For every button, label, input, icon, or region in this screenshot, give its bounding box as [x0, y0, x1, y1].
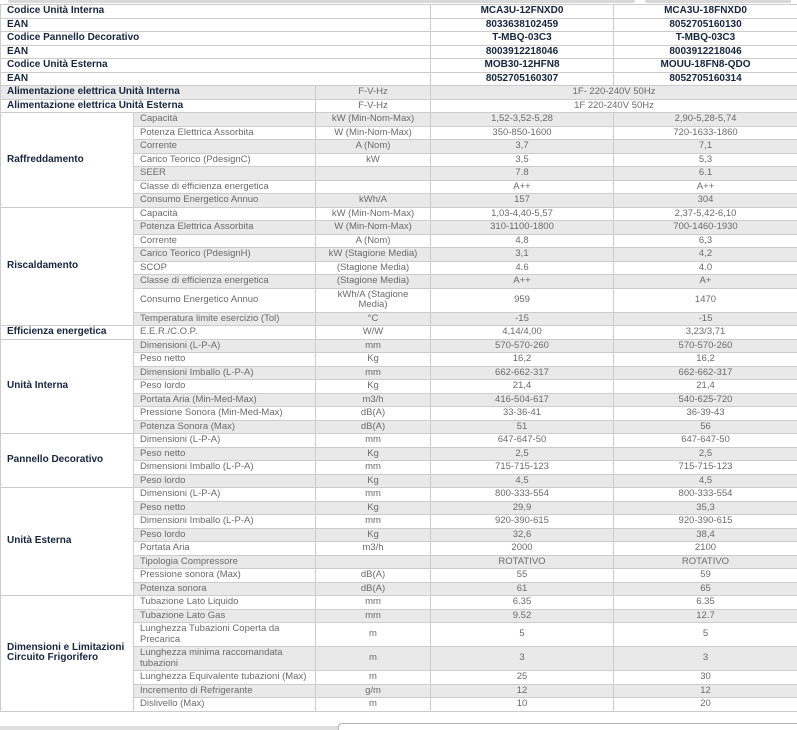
product-spec-table	[0, 4, 797, 712]
value-cell: 16,2	[614, 353, 797, 367]
value-cell: 416-504-617	[431, 393, 614, 407]
unit-cell: Kg	[316, 528, 431, 542]
param-cell: Peso netto	[134, 353, 316, 367]
value-cell: 35,3	[614, 501, 797, 515]
param-cell: SCOP	[134, 261, 316, 275]
value-cell: 9.52	[431, 609, 614, 623]
param-cell: Tubazione Lato Gas	[134, 609, 316, 623]
param-cell: Potenza Elettrica Assorbita	[134, 221, 316, 235]
unit-cell: dB(A)	[316, 407, 431, 421]
row-label: EAN	[1, 72, 431, 86]
param-cell: Classe di efficienza energetica	[134, 180, 316, 194]
model-value-cell: T-MBQ-03C3	[614, 32, 797, 46]
unit-cell	[316, 167, 431, 181]
table-row	[1, 596, 797, 610]
value-cell: ROTATIVO	[431, 555, 614, 569]
param-cell: Lunghezza minima raccomandata tubazioni	[134, 647, 316, 671]
unit-cell: °C	[316, 312, 431, 326]
unit-cell: (Stagione Media)	[316, 261, 431, 275]
model-value-cell: 8003912218046	[431, 45, 614, 59]
unit-cell: kW	[316, 153, 431, 167]
value-cell: -15	[614, 312, 797, 326]
row-label: Alimentazione elettrica Unità Interna	[1, 86, 316, 100]
value-cell: 1,03-4,40-5,57	[431, 207, 614, 221]
value-cell: 1,52-3,52-5,28	[431, 113, 614, 127]
value-cell: 56	[614, 420, 797, 434]
unit-cell: m3/h	[316, 542, 431, 556]
unit-cell: kW (Min-Nom-Max)	[316, 113, 431, 127]
top-edge-bar-right	[645, 0, 791, 3]
value-cell: 647-647-50	[431, 434, 614, 448]
value-cell: 2,37-5,42-6,10	[614, 207, 797, 221]
param-cell: Potenza sonora	[134, 582, 316, 596]
value-cell: 920-390-615	[431, 515, 614, 529]
unit-cell: dB(A)	[316, 420, 431, 434]
value-cell: 4.6	[431, 261, 614, 275]
value-cell: 4,5	[431, 474, 614, 488]
unit-cell: W (Min-Nom-Max)	[316, 126, 431, 140]
unit-cell: m3/h	[316, 393, 431, 407]
table-row	[1, 5, 797, 19]
unit-cell: mm	[316, 609, 431, 623]
value-cell: 32,6	[431, 528, 614, 542]
param-cell: Peso netto	[134, 447, 316, 461]
section-label: Unità Esterna	[1, 488, 134, 596]
value-cell: 350-850-1600	[431, 126, 614, 140]
param-cell: Dimensioni (L-P-A)	[134, 434, 316, 448]
value-cell: ROTATIVO	[614, 555, 797, 569]
unit-cell: Kg	[316, 501, 431, 515]
unit-cell	[316, 555, 431, 569]
value-cell: 1F- 220-240V 50Hz	[431, 86, 797, 100]
model-value-cell: MCA3U-12FNXD0	[431, 5, 614, 19]
param-cell: Dislivello (Max)	[134, 698, 316, 712]
value-cell: 16,2	[431, 353, 614, 367]
table-row	[1, 326, 797, 340]
param-cell: Portata Aria	[134, 542, 316, 556]
value-cell: 157	[431, 194, 614, 208]
value-cell: A+	[614, 275, 797, 289]
model-value-cell: 8052705160307	[431, 72, 614, 86]
section-label: Pannello Decorativo	[1, 434, 134, 488]
value-cell: 959	[431, 288, 614, 312]
row-label: Codice Pannello Decorativo	[1, 32, 431, 46]
unit-cell: Kg	[316, 380, 431, 394]
param-cell: Peso lordo	[134, 380, 316, 394]
value-cell: 33-36-41	[431, 407, 614, 421]
table-row	[1, 207, 797, 221]
table-row	[1, 488, 797, 502]
table-row	[1, 45, 797, 59]
model-value-cell: T-MBQ-03C3	[431, 32, 614, 46]
param-cell: Dimensioni (L-P-A)	[134, 339, 316, 353]
param-cell: Carico Teorico (PdesignC)	[134, 153, 316, 167]
param-cell: Corrente	[134, 140, 316, 154]
value-cell: 3,5	[431, 153, 614, 167]
unit-cell: A (Nom)	[316, 140, 431, 154]
value-cell: 1F 220-240V 50Hz	[431, 99, 797, 113]
unit-cell: dB(A)	[316, 569, 431, 583]
row-label: EAN	[1, 18, 431, 32]
section-label: Dimensioni e Limitazioni Circuito Frigorifero	[1, 596, 134, 712]
value-cell: 55	[431, 569, 614, 583]
value-cell: 36-39-43	[614, 407, 797, 421]
param-cell: Capacità	[134, 207, 316, 221]
param-cell: Lunghezza Tubazioni Coperta da Precarica	[134, 623, 316, 647]
unit-cell: mm	[316, 434, 431, 448]
unit-cell: mm	[316, 596, 431, 610]
param-cell: Lunghezza Equivalente tubazioni (Max)	[134, 671, 316, 685]
param-cell: Peso lordo	[134, 528, 316, 542]
param-cell: Tipologia Compressore	[134, 555, 316, 569]
value-cell: 10	[431, 698, 614, 712]
value-cell: 310-1100-1800	[431, 221, 614, 235]
unit-cell: Kg	[316, 474, 431, 488]
section-label: Efficienza energetica	[1, 326, 134, 340]
value-cell: 6.1	[614, 167, 797, 181]
value-cell: 4.0	[614, 261, 797, 275]
table-row	[1, 59, 797, 73]
value-cell: 1470	[614, 288, 797, 312]
value-cell: 647-647-50	[614, 434, 797, 448]
value-cell: 800-333-554	[614, 488, 797, 502]
unit-cell: m	[316, 647, 431, 671]
value-cell: 61	[431, 582, 614, 596]
value-cell: 30	[614, 671, 797, 685]
value-cell: A++	[431, 180, 614, 194]
unit-cell: kW (Min-Nom-Max)	[316, 207, 431, 221]
value-cell: 65	[614, 582, 797, 596]
param-cell: E.E.R./C.O.P.	[134, 326, 316, 340]
table-row	[1, 18, 797, 32]
top-edge-bar-left	[8, 0, 635, 3]
value-cell: 5	[614, 623, 797, 647]
value-cell: 4,14/4,00	[431, 326, 614, 340]
table-row	[1, 339, 797, 353]
table-row	[1, 434, 797, 448]
value-cell: 38,4	[614, 528, 797, 542]
value-cell: 715-715-123	[614, 461, 797, 475]
table-row	[1, 32, 797, 46]
table-row	[1, 99, 797, 113]
param-cell: Potenza Elettrica Assorbita	[134, 126, 316, 140]
unit-cell: (Stagione Media)	[316, 275, 431, 289]
value-cell: 21,4	[431, 380, 614, 394]
table-row	[1, 86, 797, 100]
model-value-cell: MOB30-12HFN8	[431, 59, 614, 73]
param-cell: Incremento di Refrigerante	[134, 684, 316, 698]
value-cell: 570-570-260	[614, 339, 797, 353]
next-panel-edge	[338, 723, 797, 730]
unit-cell: mm	[316, 515, 431, 529]
value-cell: 3	[431, 647, 614, 671]
value-cell: 800-333-554	[431, 488, 614, 502]
table-row	[1, 113, 797, 127]
unit-cell: dB(A)	[316, 582, 431, 596]
value-cell: 2000	[431, 542, 614, 556]
param-cell: Dimensioni Imballo (L-P-A)	[134, 366, 316, 380]
unit-cell: Kg	[316, 353, 431, 367]
value-cell: 3,7	[431, 140, 614, 154]
param-cell: SEER	[134, 167, 316, 181]
unit-cell: m	[316, 698, 431, 712]
section-label: Unità Interna	[1, 339, 134, 434]
value-cell: 304	[614, 194, 797, 208]
param-cell: Dimensioni Imballo (L-P-A)	[134, 515, 316, 529]
value-cell: 920-390-615	[614, 515, 797, 529]
unit-cell: Kg	[316, 447, 431, 461]
value-cell: 12	[431, 684, 614, 698]
value-cell: 25	[431, 671, 614, 685]
param-cell: Capacità	[134, 113, 316, 127]
unit-cell: F-V-Hz	[316, 99, 431, 113]
unit-cell: W/W	[316, 326, 431, 340]
unit-cell: g/m	[316, 684, 431, 698]
value-cell: 6.35	[614, 596, 797, 610]
param-cell: Consumo Energetico Annuo	[134, 194, 316, 208]
value-cell: 59	[614, 569, 797, 583]
unit-cell: mm	[316, 488, 431, 502]
model-value-cell: 8052705160314	[614, 72, 797, 86]
row-label: Codice Unità Esterna	[1, 59, 431, 73]
value-cell: 715-715-123	[431, 461, 614, 475]
unit-cell: kWh/A (Stagione Media)	[316, 288, 431, 312]
value-cell: 51	[431, 420, 614, 434]
value-cell: 2,5	[614, 447, 797, 461]
value-cell: A++	[431, 275, 614, 289]
row-label: Alimentazione elettrica Unità Esterna	[1, 99, 316, 113]
param-cell: Peso lordo	[134, 474, 316, 488]
value-cell: A++	[614, 180, 797, 194]
value-cell: 4,5	[614, 474, 797, 488]
param-cell: Pressione sonora (Max)	[134, 569, 316, 583]
unit-cell: kW (Stagione Media)	[316, 248, 431, 262]
value-cell: 2,5	[431, 447, 614, 461]
value-cell: 7,1	[614, 140, 797, 154]
unit-cell: F-V-Hz	[316, 86, 431, 100]
unit-cell: mm	[316, 366, 431, 380]
unit-cell: A (Nom)	[316, 234, 431, 248]
section-label: Raffreddamento	[1, 113, 134, 208]
value-cell: 5	[431, 623, 614, 647]
param-cell: Pressione Sonora (Min-Med-Max)	[134, 407, 316, 421]
row-label: EAN	[1, 45, 431, 59]
value-cell: 3,1	[431, 248, 614, 262]
model-value-cell: 8052705160130	[614, 18, 797, 32]
value-cell: 5,3	[614, 153, 797, 167]
value-cell: 12	[614, 684, 797, 698]
value-cell: 20	[614, 698, 797, 712]
param-cell: Carico Teorico (PdesignH)	[134, 248, 316, 262]
row-label: Codice Unità Interna	[1, 5, 431, 19]
value-cell: 700-1460-1930	[614, 221, 797, 235]
model-value-cell: 8003912218046	[614, 45, 797, 59]
value-cell: 7.8	[431, 167, 614, 181]
value-cell: 720-1633-1860	[614, 126, 797, 140]
table-row	[1, 72, 797, 86]
param-cell: Temperatura limite esercizio (Tol)	[134, 312, 316, 326]
section-label: Riscaldamento	[1, 207, 134, 326]
value-cell: 570-570-260	[431, 339, 614, 353]
value-cell: 662-662-317	[431, 366, 614, 380]
unit-cell: m	[316, 671, 431, 685]
unit-cell: m	[316, 623, 431, 647]
param-cell: Peso netto	[134, 501, 316, 515]
model-value-cell: 8033638102459	[431, 18, 614, 32]
value-cell: 2100	[614, 542, 797, 556]
unit-cell: kWh/A	[316, 194, 431, 208]
param-cell: Classe di efficienza energetica	[134, 275, 316, 289]
value-cell: 29,9	[431, 501, 614, 515]
value-cell: 3,23/3,71	[614, 326, 797, 340]
value-cell: 2,90-5,28-5,74	[614, 113, 797, 127]
value-cell: 6,3	[614, 234, 797, 248]
bottom-edge-bar	[0, 726, 338, 730]
value-cell: 540-625-720	[614, 393, 797, 407]
param-cell: Dimensioni (L-P-A)	[134, 488, 316, 502]
param-cell: Consumo Energetico Annuo	[134, 288, 316, 312]
param-cell: Potenza Sonora (Max)	[134, 420, 316, 434]
value-cell: -15	[431, 312, 614, 326]
unit-cell: mm	[316, 339, 431, 353]
value-cell: 4,8	[431, 234, 614, 248]
value-cell: 3	[614, 647, 797, 671]
value-cell: 6.35	[431, 596, 614, 610]
param-cell: Portata Aria (Min-Med-Max)	[134, 393, 316, 407]
value-cell: 12.7	[614, 609, 797, 623]
unit-cell: W (Min-Nom-Max)	[316, 221, 431, 235]
model-value-cell: MCA3U-18FNXD0	[614, 5, 797, 19]
value-cell: 662-662-317	[614, 366, 797, 380]
value-cell: 4,2	[614, 248, 797, 262]
param-cell: Dimensioni Imballo (L-P-A)	[134, 461, 316, 475]
param-cell: Corrente	[134, 234, 316, 248]
model-value-cell: MOUU-18FN8-QDO	[614, 59, 797, 73]
unit-cell: mm	[316, 461, 431, 475]
unit-cell	[316, 180, 431, 194]
value-cell: 21,4	[614, 380, 797, 394]
param-cell: Tubazione Lato Liquido	[134, 596, 316, 610]
